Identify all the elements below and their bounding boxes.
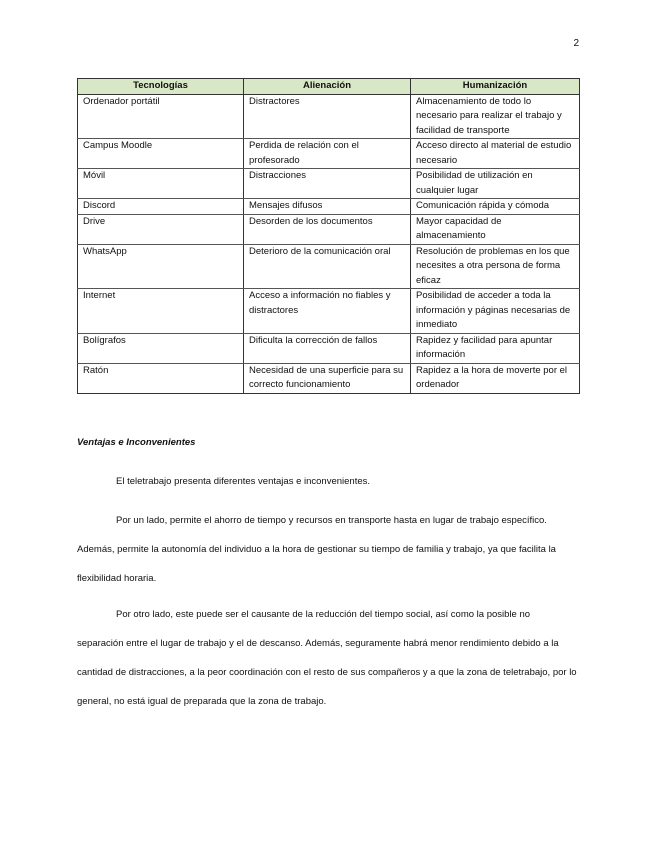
table-cell: Drive — [78, 214, 244, 244]
table-cell: Acceso directo al material de estudio necesario — [411, 139, 580, 169]
table-row — [78, 363, 580, 393]
table-cell: Perdida de relación con el profesorado — [244, 139, 411, 169]
table-cell: Mayor capacidad de almacenamiento — [411, 214, 580, 244]
header-alienacion: Alienación — [244, 79, 411, 95]
table-cell: Resolución de problemas en los que necesites a otra persona de forma eficaz — [411, 244, 580, 289]
table-cell: Posibilidad de acceder a toda la información y páginas necesarias de inmediato — [411, 289, 580, 334]
paragraph-ventajas: Por un lado, permite el ahorro de tiempo y recursos en transporte hasta en lugar de trabajo específico. Además, permite la autonomía del individuo a la hora de gestionar su tiempo de familia y trabajo, ya que facilita la flexibilidad horaria. — [77, 515, 556, 584]
table-cell: Distracciones — [244, 169, 411, 199]
table-cell: Internet — [78, 289, 244, 334]
table-cell: Campus Moodle — [78, 139, 244, 169]
table-cell: Móvil — [78, 169, 244, 199]
header-tecnologias: Tecnologías — [78, 79, 244, 95]
table-cell: Rapidez a la hora de moverte por el ordenador — [411, 363, 580, 393]
paragraph-inconvenientes: Por otro lado, este puede ser el causante de la reducción del tiempo social, así como la posible no separación entre el lugar de trabajo y el de descanso. Además, seguramente habrá menor rendimiento debido a la cantidad de distracciones, a la peor coordinación con el resto de sus compañeros y a que la zona de teletrabajo, por lo general, no está igual de preparada que la zona de trabajo. — [77, 609, 577, 707]
paragraph-intro: El teletrabajo presenta diferentes ventajas e inconvenientes. — [116, 476, 371, 487]
table-cell: Dificulta la corrección de fallos — [244, 333, 411, 363]
table-row — [78, 244, 580, 289]
table-cell: Distractores — [244, 94, 411, 139]
table-row — [78, 214, 580, 244]
table-row — [78, 199, 580, 215]
table-cell: Comunicación rápida y cómoda — [411, 199, 580, 215]
table-row — [78, 139, 580, 169]
table-row — [78, 289, 580, 334]
table-cell: Rapidez y facilidad para apuntar información — [411, 333, 580, 363]
table-cell: WhatsApp — [78, 244, 244, 289]
table-cell: Necesidad de una superficie para su correcto funcionamiento — [244, 363, 411, 393]
table-row — [78, 333, 580, 363]
table-cell: Mensajes difusos — [244, 199, 411, 215]
table-row — [78, 169, 580, 199]
table-cell: Almacenamiento de todo lo necesario para realizar el trabajo y facilidad de transporte — [411, 94, 580, 139]
table-cell: Ordenador portátil — [78, 94, 244, 139]
table-cell: Desorden de los documentos — [244, 214, 411, 244]
table-row — [78, 94, 580, 139]
table-cell: Posibilidad de utilización en cualquier lugar — [411, 169, 580, 199]
table-cell: Ratón — [78, 363, 244, 393]
table-cell: Discord — [78, 199, 244, 215]
table-cell: Acceso a información no fiables y distractores — [244, 289, 411, 334]
table-cell: Deterioro de la comunicación oral — [244, 244, 411, 289]
technologies-table — [77, 78, 580, 394]
page-number: 2 — [573, 38, 579, 49]
section-heading: Ventajas e Inconvenientes — [77, 437, 196, 448]
table-cell: Bolígrafos — [78, 333, 244, 363]
table-header-row — [78, 79, 580, 95]
header-humanizacion: Humanización — [411, 79, 580, 95]
